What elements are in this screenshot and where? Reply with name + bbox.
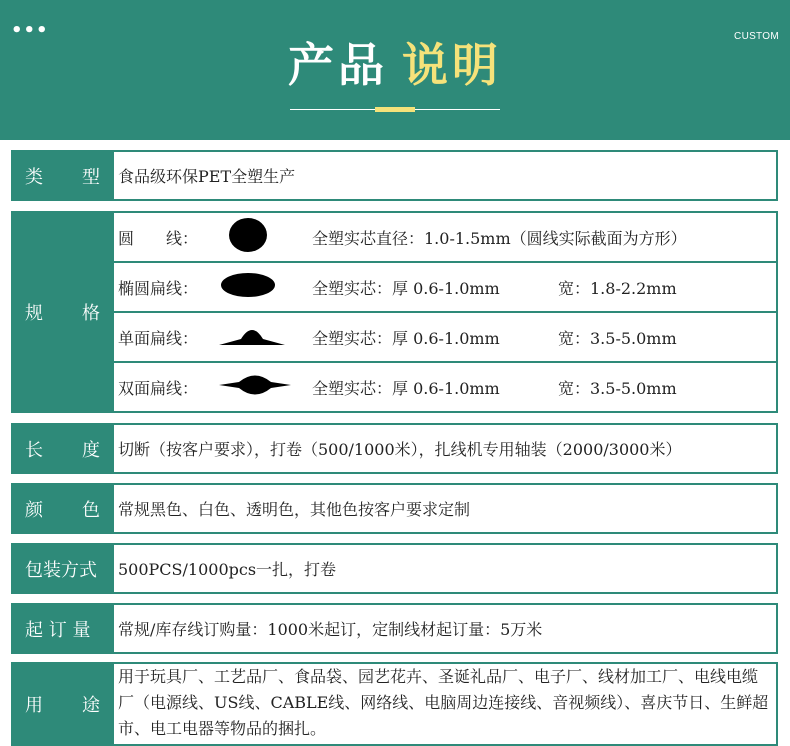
spec-item-width: 宽：3.5-5.0mm xyxy=(558,328,677,348)
header-banner xyxy=(0,0,790,140)
row-packing xyxy=(11,543,778,594)
row-usage-value: 用于玩具厂、工艺品厂、食品袋、园艺花卉、圣诞礼品厂、电子厂、线材加工厂、电线电缆厂（电源线、US线、CABLE线、网络线、电脑周边连接线、音视频线）、喜庆节日、生鲜超市、电工电器等物品的捆扎。 xyxy=(114,662,778,746)
spec-item-desc: 全塑实芯：厚 0.6-1.0mm xyxy=(312,278,500,298)
spec-item-name: 双面扁线： xyxy=(118,378,199,398)
spec-item-desc: 全塑实芯直径：1.0-1.5mm（圆线实际截面为方形） xyxy=(312,228,687,248)
page-title xyxy=(0,33,790,97)
row-spec-label: 规 格 xyxy=(11,211,114,413)
row-moq xyxy=(11,603,778,654)
spec-item-double-side xyxy=(114,363,778,413)
row-color-label: 颜 色 xyxy=(11,483,114,534)
double-side-flat-wire-icon xyxy=(217,365,293,409)
spec-item-name: 圆 线： xyxy=(118,228,199,248)
spec-list xyxy=(114,211,778,413)
row-moq-value: 常规/库存线订购量：1000米起订，定制线材起订量：5万米 xyxy=(114,603,778,654)
title-part-1: 产品 xyxy=(288,38,388,92)
oval-flat-wire-icon xyxy=(217,265,279,309)
round-wire-icon xyxy=(217,215,279,259)
more-dots-icon: ••• xyxy=(11,20,49,41)
row-type-label: 类 型 xyxy=(11,150,114,201)
row-length-label: 长 度 xyxy=(11,423,114,474)
spec-item-name: 单面扁线： xyxy=(118,328,199,348)
row-spec xyxy=(11,211,778,413)
row-type-value: 食品级环保PET全塑生产 xyxy=(114,150,778,201)
spec-item-name: 椭圆扁线： xyxy=(118,278,199,298)
row-type xyxy=(11,150,778,201)
row-length xyxy=(11,423,778,474)
spec-item-width: 宽：1.8-2.2mm xyxy=(558,278,677,298)
title-underline-accent xyxy=(375,107,415,112)
title-part-2: 说明 xyxy=(402,38,502,92)
spec-item-width: 宽：3.5-5.0mm xyxy=(558,378,677,398)
row-color xyxy=(11,483,778,534)
spec-item-desc: 全塑实芯：厚 0.6-1.0mm xyxy=(312,328,500,348)
row-usage xyxy=(11,662,778,746)
spec-item-oval xyxy=(114,263,778,313)
row-packing-value: 500PCS/1000pcs一扎，打卷 xyxy=(114,543,778,594)
spec-item-single-side xyxy=(114,313,778,363)
row-usage-label: 用 途 xyxy=(11,662,114,746)
row-length-value: 切断（按客户要求），打卷（500/1000米），扎线机专用轴装（2000/3000米） xyxy=(114,423,778,474)
custom-tag: CUSTOM xyxy=(734,31,779,42)
row-packing-label: 包装方式 xyxy=(11,543,114,594)
spec-item-desc: 全塑实芯：厚 0.6-1.0mm xyxy=(312,378,500,398)
spec-item-round xyxy=(114,211,778,263)
row-color-value: 常规黑色、白色、透明色，其他色按客户要求定制 xyxy=(114,483,778,534)
single-side-flat-wire-icon xyxy=(217,315,287,359)
row-moq-label: 起 订 量 xyxy=(11,603,114,654)
